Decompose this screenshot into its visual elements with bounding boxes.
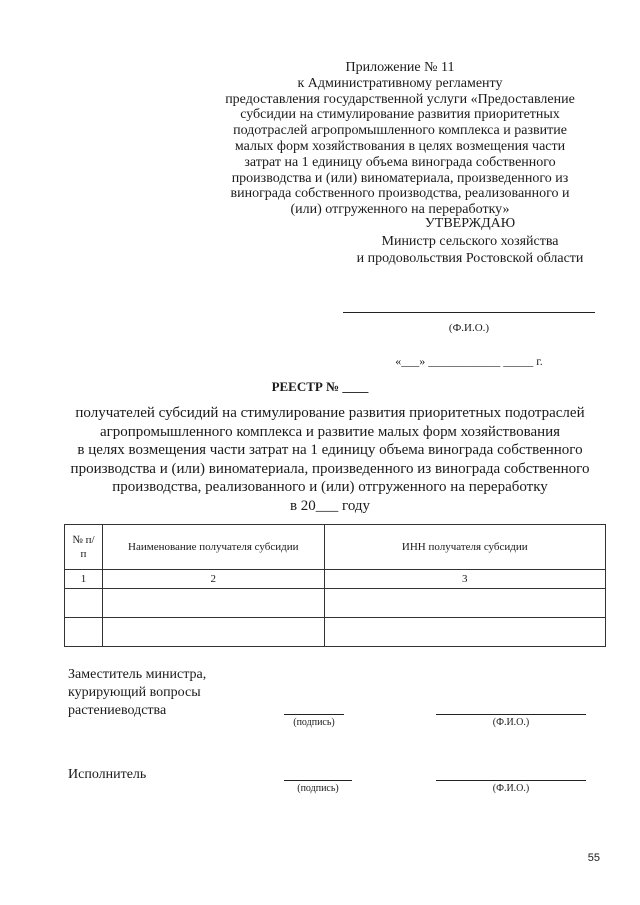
table-cell bbox=[324, 618, 605, 647]
approver-position: и продовольствия Ростовской области bbox=[356, 251, 584, 266]
executor-signature-line bbox=[284, 780, 352, 781]
approval-block bbox=[330, 215, 610, 268]
table-cell: 1 bbox=[65, 570, 103, 589]
deputy-fio-line bbox=[436, 714, 586, 715]
annex-line: предоставления государственной услуги «Предоставление bbox=[225, 91, 575, 107]
approver-signature-line bbox=[343, 312, 595, 313]
approval-date-line: «___» ____________ _____ г. bbox=[395, 354, 543, 368]
registry-line: в целях возмещения части затрат на 1 единицу объема винограда собственного bbox=[77, 442, 583, 458]
table-row bbox=[65, 570, 606, 589]
approver-fio-label: (Ф.И.О.) bbox=[448, 322, 490, 334]
registry-line: агропромышленного комплекса и развитие малых форм хозяйствования bbox=[99, 423, 561, 440]
executor-label: Исполнитель bbox=[68, 767, 147, 782]
registry-title: РЕЕСТР № ____ bbox=[271, 379, 369, 394]
registry-table bbox=[64, 524, 606, 647]
annex-line: субсидии на стимулирование развития приоритетных bbox=[240, 107, 560, 123]
deputy-line: Заместитель министра, bbox=[68, 667, 207, 682]
table-cell bbox=[102, 589, 324, 618]
table-cell bbox=[324, 589, 605, 618]
deputy-line: растениеводства bbox=[68, 703, 167, 718]
annex-line: (или) отгруженного на переработку» bbox=[290, 202, 510, 218]
table-row bbox=[65, 589, 606, 618]
executor-fio-caption: (Ф.И.О.) bbox=[492, 783, 530, 794]
annex-line: к Административному регламенту bbox=[297, 75, 503, 91]
table-cell: 2 bbox=[102, 570, 324, 589]
registry-line: получателей субсидий на стимулирование развития приоритетных подотраслей bbox=[75, 405, 585, 421]
deputy-fio-caption: (Ф.И.О.) bbox=[492, 717, 530, 728]
page-number: 55 bbox=[587, 852, 600, 864]
table-cell bbox=[65, 618, 103, 647]
table-cell: 3 bbox=[324, 570, 605, 589]
executor-signature-caption: (подпись) bbox=[297, 783, 339, 794]
table-cell bbox=[102, 618, 324, 647]
column-header-recipient-name: Наименование получателя субсидии bbox=[102, 525, 324, 570]
annex-line: винограда собственного производства, реализованного и bbox=[230, 186, 570, 202]
annex-header bbox=[200, 60, 600, 218]
deputy-signature-line bbox=[284, 714, 344, 715]
column-header-number: № п/п bbox=[65, 525, 103, 570]
registry-line: производства, реализованного и (или) отгруженного на переработку bbox=[112, 479, 548, 495]
registry-line: в 20___ году bbox=[289, 497, 371, 514]
executor-fio-line bbox=[436, 780, 586, 781]
deputy-minister-label bbox=[68, 666, 268, 720]
approve-word: УТВЕРЖДАЮ bbox=[424, 216, 516, 231]
deputy-line: курирующий вопросы bbox=[68, 685, 201, 700]
table-header-row bbox=[65, 525, 606, 570]
column-header-inn: ИНН получателя субсидии bbox=[324, 525, 605, 570]
annex-line: Приложение № 11 bbox=[345, 60, 455, 75]
annex-line: затрат на 1 единицу объема винограда собственного bbox=[244, 154, 556, 170]
table-row bbox=[65, 618, 606, 647]
approver-position: Министр сельского хозяйства bbox=[381, 233, 559, 249]
table-cell bbox=[65, 589, 103, 618]
deputy-signature-caption: (подпись) bbox=[293, 717, 335, 728]
registry-line: производства и (или) виноматериала, произведенного из винограда собственного bbox=[70, 460, 590, 477]
registry-description bbox=[60, 404, 600, 515]
annex-line: производства и (или) виноматериала, произведенного из bbox=[231, 170, 569, 186]
annex-line: подотраслей агропромышленного комплекса и развитие bbox=[233, 123, 567, 139]
annex-line: малых форм хозяйствования в целях возмещения части bbox=[234, 138, 566, 154]
